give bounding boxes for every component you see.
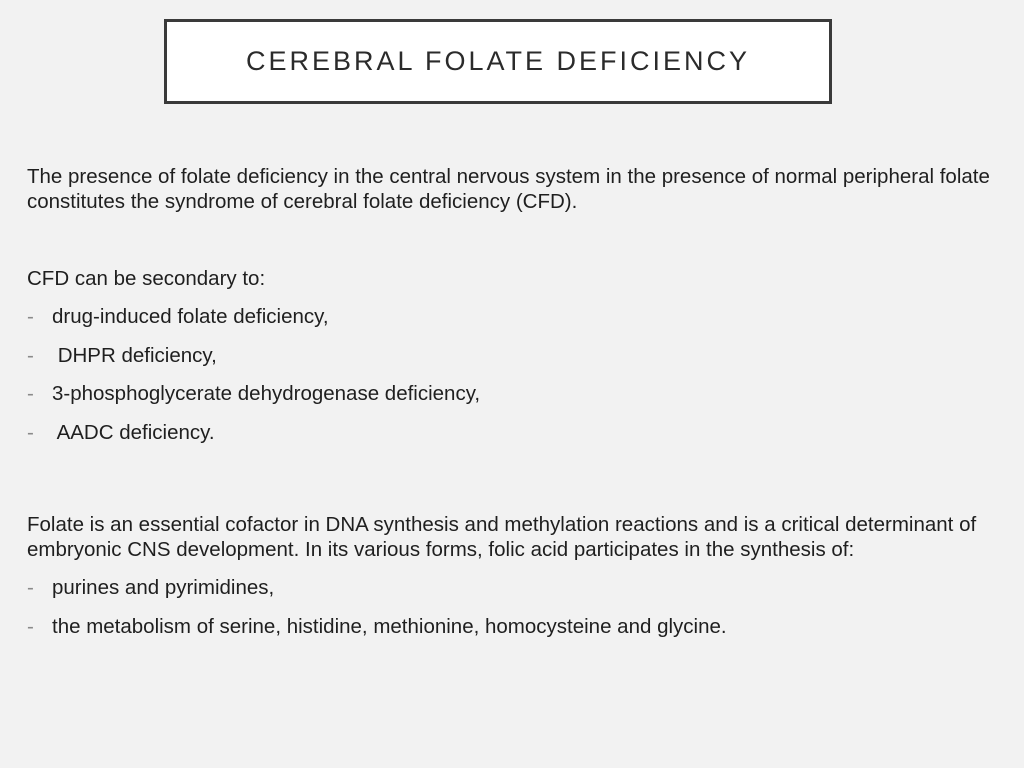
bullet-dash: - (27, 382, 34, 405)
list-item-text: drug-induced folate deficiency, (52, 305, 329, 328)
list-item (27, 304, 1007, 329)
cfd-definition-paragraph: The presence of folate deficiency in the central nervous system in the presence of normal peripheral folate constitutes the syndrome of cerebral folate deficiency (CFD). (27, 165, 990, 213)
list-item (27, 420, 1007, 445)
list-item (27, 614, 1007, 639)
list-item (27, 381, 1007, 406)
list-item-text: DHPR deficiency, (52, 343, 217, 367)
bullet-dash: - (27, 614, 34, 638)
bullet-dash: - (27, 343, 34, 367)
list-item-text: the metabolism of serine, histidine, methionine, homocysteine and glycine. (52, 614, 727, 638)
list-item (27, 343, 1007, 368)
bullet-dash: - (27, 576, 34, 599)
spacer (27, 214, 1007, 266)
folate-paragraph: Folate is an essential cofactor in DNA synthesis and methylation reactions and is a critical determinant of embryonic CNS development. In its various forms, folic acid participates in the synthesis of: (27, 513, 977, 561)
list-item (27, 575, 1007, 600)
bullet-dash: - (27, 305, 34, 328)
title-box (164, 19, 832, 104)
slide-title: CEREBRAL FOLATE DEFICIENCY (245, 46, 751, 76)
slide-content (27, 164, 1007, 652)
list-item-text: purines and pyrimidines, (52, 576, 275, 599)
list-item-text: AADC deficiency. (52, 420, 215, 444)
list-item-text: 3-phosphoglycerate dehydrogenase deficiency, (52, 382, 481, 405)
spacer (27, 458, 1007, 512)
secondary-intro: CFD can be secondary to: (27, 267, 266, 290)
bullet-dash: - (27, 420, 34, 444)
